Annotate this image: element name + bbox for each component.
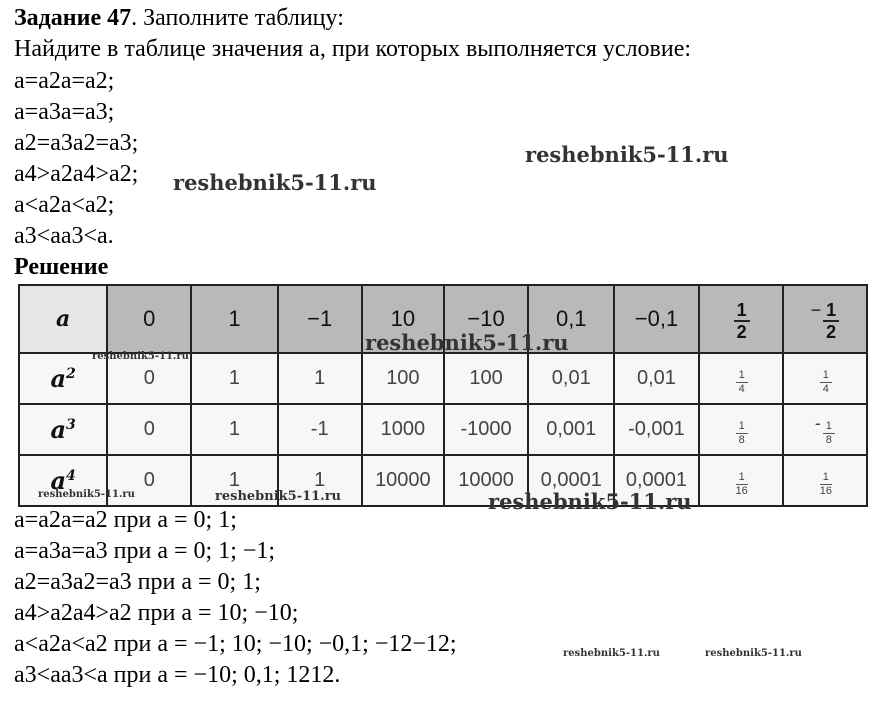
condition-4: a4>a2a4>a2; (14, 161, 139, 187)
table-cell: 100 (362, 353, 444, 404)
condition-3: a2=a3a2=a3; (14, 130, 139, 156)
table-cell: 0 (107, 353, 191, 404)
fraction-cell (699, 353, 783, 404)
table-row-fourth-powers (19, 455, 867, 506)
table-cell: 1 (278, 353, 362, 404)
watermark: reshebnik5-11.ru (705, 648, 802, 659)
fraction-cell (699, 455, 783, 506)
watermark: reshebnik5-11.ru (488, 489, 692, 514)
table-cell: 1 (191, 455, 277, 506)
table-cell: 10000 (444, 455, 528, 506)
fraction-cell (699, 404, 783, 455)
watermark: reshebnik5-11.ru (365, 330, 569, 355)
fraction-cell (783, 353, 867, 404)
table-cell: 0 (107, 404, 191, 455)
header-cell: −10 (444, 285, 528, 353)
table-cell: -1 (278, 404, 362, 455)
condition-6: a3<aa3<a. (14, 223, 114, 249)
answer-1: a=a2a=a2 при a = 0; 1; (14, 507, 237, 533)
fraction-sign: − (810, 299, 822, 320)
fraction: $\frac{1}{4}$ (736, 369, 748, 396)
fraction: $\frac{1}{16}$ (819, 471, 832, 497)
header-cell: −1 (278, 285, 362, 353)
fraction-cell (783, 455, 867, 506)
header-cell: −0,1 (614, 285, 698, 353)
answer-6: a3<aa3<a при a = −10; 0,1; 1212. (14, 662, 341, 688)
solution-heading: Решение (14, 254, 109, 280)
fraction: $\frac{1}{8}$ (823, 420, 835, 447)
powers-table (18, 284, 868, 507)
table-cell: 1 (191, 404, 277, 455)
task-number: Задание 47 (14, 5, 132, 31)
header-cell: 10 (362, 285, 444, 353)
answer-3: a2=a3a2=a3 при a = 0; 1; (14, 569, 261, 595)
table-row-cubes (19, 404, 867, 455)
row-header-a-squared: $a^2$ (19, 353, 107, 404)
row-header-a: a (19, 285, 107, 353)
header-cell: 1 (191, 285, 277, 353)
fraction: $\frac{1}{16}$ (735, 471, 748, 497)
table-cell: 1 (191, 353, 277, 404)
watermark: reshebnik5-11.ru (38, 489, 135, 500)
condition-1: a=a2a=a2; (14, 68, 115, 94)
table-cell: 0,0001 (614, 455, 698, 506)
table-cell: -1000 (444, 404, 528, 455)
table-cell: 100 (444, 353, 528, 404)
table-cell: 0,01 (614, 353, 698, 404)
table-cell: 0,0001 (528, 455, 614, 506)
fraction-cell: - $\frac{1}{8}$ (783, 404, 867, 455)
watermark: reshebnik5-11.ru (563, 648, 660, 659)
row-header-a-cubed: $a^3$ (19, 404, 107, 455)
row-header-a-fourth: $a^4$ (19, 455, 107, 506)
table-cell: 10000 (362, 455, 444, 506)
fraction: $\frac{1}{2}$ (734, 300, 750, 342)
watermark: reshebnik5-11.ru (215, 489, 342, 504)
answer-4: a4>a2a4>a2 при a = 10; −10; (14, 600, 299, 626)
header-cell: 0,1 (528, 285, 614, 353)
task-title-rest: . Заполните таблицу: (131, 5, 344, 31)
answer-2: a=a3a=a3 при a = 0; 1; −1; (14, 538, 276, 564)
fraction: $\frac{1}{4}$ (820, 369, 832, 396)
table-cell: 0,01 (528, 353, 614, 404)
watermark: reshebnik5-11.ru (525, 142, 729, 167)
answer-5: a<a2a<a2 при a = −1; 10; −10; −0,1; −12−12; (14, 631, 457, 657)
header-fraction-cell (783, 285, 867, 353)
task-title (14, 3, 344, 33)
table-cell: -0,001 (614, 404, 698, 455)
table-cell: 0,001 (528, 404, 614, 455)
condition-2: a=a3a=a3; (14, 99, 115, 125)
header-cell: 0 (107, 285, 191, 353)
fraction: $\frac{1}{8}$ (736, 420, 748, 447)
powers-table-wrapper (18, 284, 868, 504)
table-cell: 1 (278, 455, 362, 506)
watermark: reshebnik5-11.ru (92, 351, 189, 362)
header-fraction-cell (699, 285, 783, 353)
task-instruction: Найдите в таблице значения a, при которых выполняется условие: (14, 36, 692, 62)
table-cell: 0 (107, 455, 191, 506)
fraction: $\frac{1}{2}$ (823, 300, 839, 342)
watermark: reshebnik5-11.ru (173, 170, 377, 195)
table-cell: 1000 (362, 404, 444, 455)
condition-5: a<a2a<a2; (14, 192, 115, 218)
